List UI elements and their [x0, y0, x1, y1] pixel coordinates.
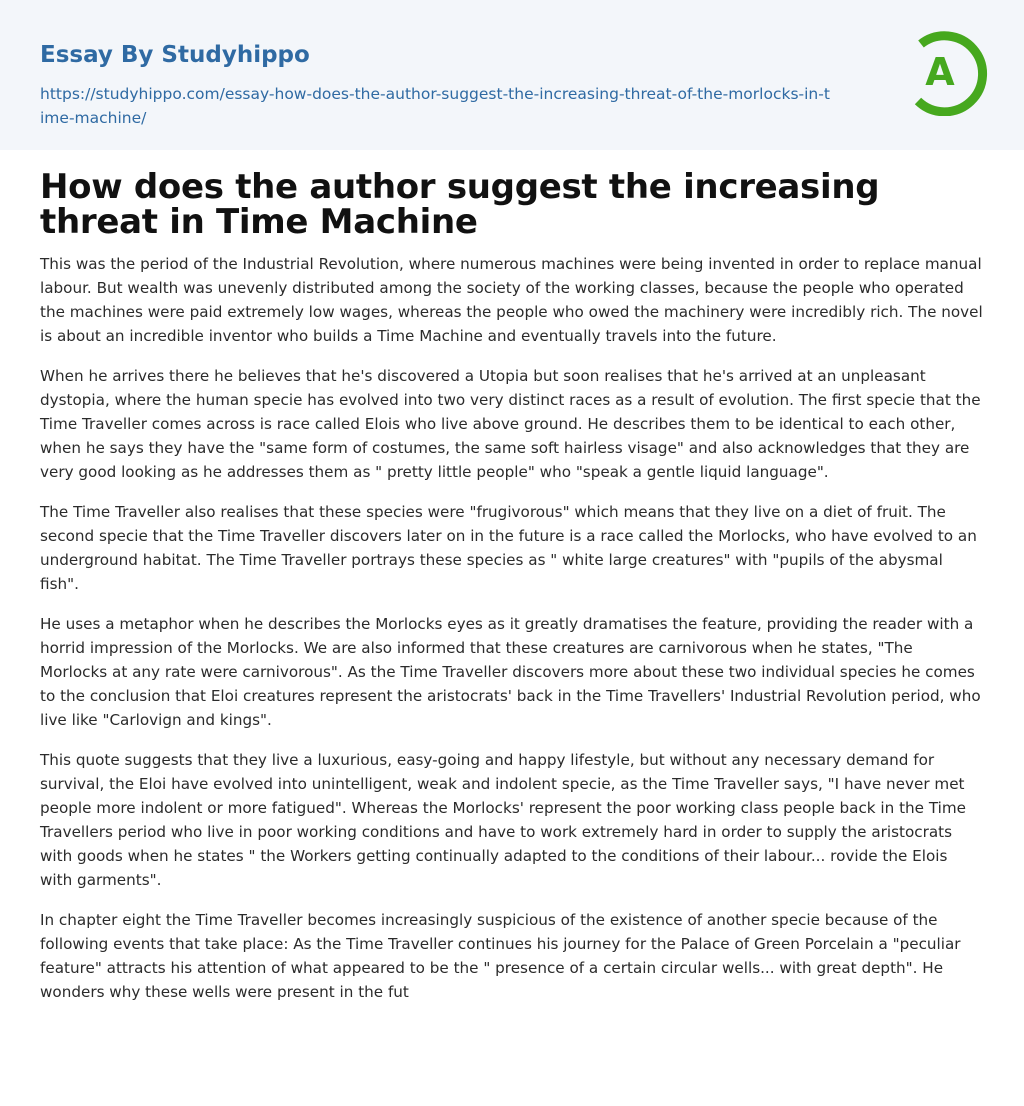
- logo-letter: A: [925, 50, 955, 94]
- article: [40, 167, 984, 1020]
- article-paragraph: The Time Traveller also realises that these species were "frugivorous" which means that they live on a diet of fruit. The second specie that the Time Traveller discovers later on in the future is a race called the Morlocks, who have evolved to an underground habitat. The Time Traveller portrays these species as " white large creatures" with "pupils of the abysmal fish".: [40, 503, 977, 593]
- site-header: [0, 0, 1024, 150]
- article-paragraph: This was the period of the Industrial Revolution, where numerous machines were being invented in order to replace manual labour. But wealth was unevenly distributed among the society of the working classes, because the people who operated the machines were paid extremely low wages, whereas the people who owed the machinery were incredibly rich. The novel is about an incredible inventor who builds a Time Machine and eventually travels into the future.: [40, 255, 983, 345]
- article-paragraph: He uses a metaphor when he describes the Morlocks eyes as it greatly dramatises the feature, providing the reader with a horrid impression of the Morlocks. We are also informed that these creatures are carnivorous when he states, "The Morlocks at any rate were carnivorous". As the Time Traveller discovers more about these two individual species he comes to the conclusion that Eloi creatures represent the aristocrats' back in the Time Travellers' Industrial Revolution period, who live like "Carlovign and kings".: [40, 615, 981, 729]
- essay-url-link[interactable]: https://studyhippo.com/essay-how-does-the-author-suggest-the-increasing-threat-of-the-morlocks-in-time-machine/: [40, 85, 830, 127]
- page-title: How does the author suggest the increasing threat in Time Machine: [40, 167, 880, 242]
- site-title[interactable]: Essay By Studyhippo: [40, 42, 310, 68]
- article-paragraph: In chapter eight the Time Traveller becomes increasingly suspicious of the existence of another specie because of the following events that take place: As the Time Traveller continues his journey for the Palace of Green Porcelain a "peculiar feature" attracts his attention of what appeared to be the " presence of a certain circular wells... with great depth". He wonders why these wells were present in the fut: [40, 911, 961, 1001]
- studyhippo-a-logo-icon[interactable]: [902, 28, 988, 116]
- article-paragraph: This quote suggests that they live a luxurious, easy-going and happy lifestyle, but without any necessary demand for survival, the Eloi have evolved into unintelligent, weak and indolent specie, as the Time Traveller says, "I have never met people more indolent or more fatigued". Whereas the Morlocks' represent the poor working class people back in the Time Travellers period who live in poor working conditions and have to work extremely hard in order to supply the aristocrats with goods when he states " the Workers getting continually adapted to the conditions of their labour... rovide the Elois with garments".: [40, 751, 967, 889]
- article-paragraph: When he arrives there he believes that he's discovered a Utopia but soon realises that he's arrived at an unpleasant dystopia, where the human specie has evolved into two very distinct races as a result of evolution. The first specie that the Time Traveller comes across is race called Elois who live above ground. He describes them to be identical to each other, when he says they have the "same form of costumes, the same soft hairless visage" and also acknowledges that they are very good looking as he addresses them as " pretty little people" who "speak a gentle liquid language".: [40, 367, 981, 481]
